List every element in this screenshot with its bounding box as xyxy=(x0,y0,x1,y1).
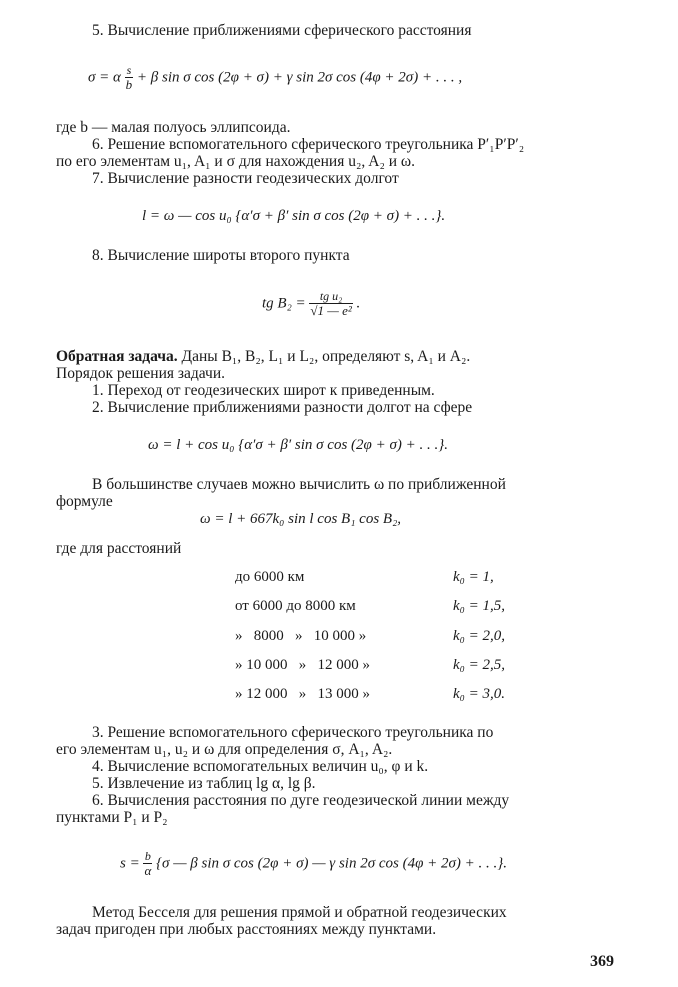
bessel-paragraph-line-2: задач пригоден при любых расстояниях между пунктами. xyxy=(56,921,437,938)
formula-sigma-rhs: + β sin σ cos (2φ + σ) + γ sin 2σ cos (4φ + 2σ) + . . . , xyxy=(136,69,463,86)
fraction-numerator: tg u₂ xyxy=(319,289,343,303)
inverse-step-1: 1. Переход от геодезических широт к приведенным. xyxy=(92,382,435,399)
inverse-step-6-line-1: 6. Вычисления расстояния по дуге геодезической линии между xyxy=(92,792,510,809)
formula-latitude xyxy=(262,290,360,318)
table-range: » 8000 » 10 000 » xyxy=(235,628,367,644)
bessel-paragraph-line-1: Метод Бесселя для решения прямой и обратной геодезических xyxy=(92,904,507,921)
section-6-line-2: по его элементам u₁, A₁ и σ для нахождения u₂, A₂ и ω. xyxy=(56,153,415,170)
table-range: от 6000 до 8000 км xyxy=(235,598,356,614)
page-number: 369 xyxy=(590,953,614,970)
inverse-step-4: 4. Вычисление вспомогательных величин u₀, φ и k. xyxy=(92,758,429,775)
formula-sigma-lhs: σ = α xyxy=(88,69,121,86)
table-k0: k₀ = 2,0, xyxy=(453,628,505,644)
section-7-heading: 7. Вычисление разности геодезических долгот xyxy=(92,170,399,187)
formula-latitude-end: . xyxy=(356,295,361,312)
formula-distance-rhs: {σ — β sin σ cos (2φ + σ) — γ sin 2σ cos (4φ + 2σ) + . . .}. xyxy=(156,855,508,872)
formula-distance xyxy=(120,850,507,878)
inverse-step-5: 5. Извлечение из таблиц lg α, lg β. xyxy=(92,775,316,792)
fraction-numerator: s xyxy=(126,63,132,77)
table-k0: k₀ = 2,5, xyxy=(453,657,505,673)
inverse-problem-givens: Даны B₁, B₂, L₁ и L₂, определяют s, A₁ и A₂. xyxy=(181,348,471,365)
fraction-denominator: b xyxy=(125,77,133,92)
fraction-s-over-b xyxy=(125,64,134,92)
distance-intro: где для расстояний xyxy=(56,540,182,557)
table-k0: k₀ = 1, xyxy=(453,569,494,585)
fraction-b-over-alpha xyxy=(143,850,152,878)
table-range: » 10 000 » 12 000 » xyxy=(235,657,370,673)
formula-latitude-lhs: tg B₂ = xyxy=(262,295,306,312)
solution-order: Порядок решения задачи. xyxy=(56,365,226,382)
section-8-heading: 8. Вычисление широты второго пункта xyxy=(92,247,350,264)
inverse-step-2: 2. Вычисление приближениями разности долгот на сфере xyxy=(92,399,473,416)
table-range: до 6000 км xyxy=(235,569,305,585)
table-range: » 12 000 » 13 000 » xyxy=(235,686,370,702)
inverse-problem-title: Обратная задача. xyxy=(56,348,178,365)
section-5-heading: 5. Вычисление приближениями сферического расстояния xyxy=(92,22,472,39)
inverse-problem-line xyxy=(56,348,470,366)
fraction-numerator: b xyxy=(144,849,151,863)
semi-minor-axis-note: где b — малая полуось эллипсоида. xyxy=(56,119,291,136)
inverse-step-3-line-1: 3. Решение вспомогательного сферического треугольника по xyxy=(92,724,494,741)
inverse-step-6-line-2: пунктами P₁ и P₂ xyxy=(56,809,168,826)
formula-distance-lhs: s = xyxy=(120,855,140,872)
fraction-tg-over-root xyxy=(309,290,352,318)
fraction-denominator: α xyxy=(144,863,152,878)
section-6-line-1: 6. Решение вспомогательного сферического треугольника P′₁P′P′₂ xyxy=(92,136,525,153)
fraction-denominator: √1 — e² xyxy=(310,303,352,318)
formula-omega-approx: ω = l + 667k₀ sin l cos B₁ cos B₂, xyxy=(200,511,402,527)
formula-longitude-difference: l = ω — cos u₀ {α′σ + β′ sin σ cos (2φ + σ) + . . .}. xyxy=(142,208,446,224)
table-k0: k₀ = 1,5, xyxy=(453,598,505,614)
approx-paragraph-line-2: формуле xyxy=(56,493,113,510)
inverse-step-3-line-2: его элементам u₁, u₂ и ω для определения σ, A₁, A₂. xyxy=(56,741,393,758)
approx-paragraph-line-1: В большинстве случаев можно вычислить ω по приближенной xyxy=(92,476,506,493)
formula-sigma xyxy=(88,64,462,92)
table-k0: k₀ = 3,0. xyxy=(453,686,505,702)
formula-omega: ω = l + cos u₀ {α′σ + β′ sin σ cos (2φ + σ) + . . .}. xyxy=(148,437,448,453)
